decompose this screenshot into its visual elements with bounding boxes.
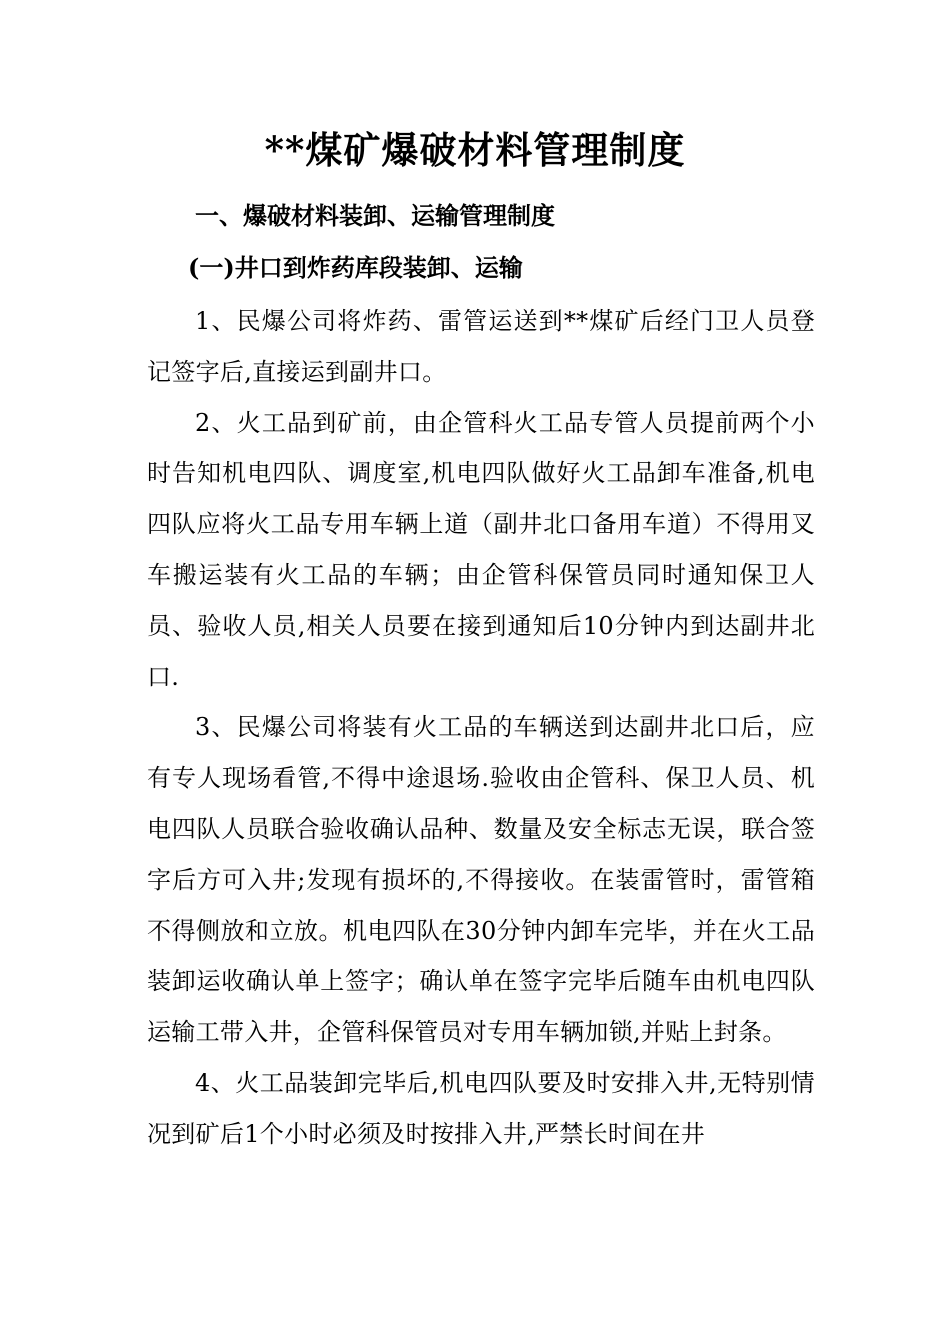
body-text xyxy=(147,296,815,1160)
paragraph-1: 1、民爆公司将炸药、雷管运送到**煤矿后经门卫人员登记签字后,直接运到副井口。 xyxy=(147,307,815,386)
paragraph-4: 4、火工品装卸完毕后,机电四队要及时安排入井,无特别情况到矿后1个小时必须及时按排入井,严禁长时间在井 xyxy=(147,1068,815,1148)
section-heading: 一、爆破材料装卸、运输管理制度 xyxy=(195,201,555,230)
subsection-heading: (一)井口到炸药库段装卸、运输 xyxy=(188,253,523,282)
page-title: **煤矿爆破材料管理制度 xyxy=(264,128,686,172)
paragraph-3: 3、民爆公司将装有火工品的车辆送到达副井北口后，应有专人现场看管,不得中途退场.验收由企管科、保卫人员、机电四队人员联合验收确认品种、数量及安全标志无误，联合签字后方可入井;发现有损坏的,不得接收。在装雷管时，雷管箱不得侧放和立放。机电四队在30分钟内卸车完毕，并在火工品装卸运收确认单上签字；确认单在签字完毕后随车由机电四队运输工带入井，企管科保管员对专用车辆加锁,并贴上封条。 xyxy=(147,713,815,1047)
paragraph-2: 2、火工品到矿前，由企管科火工品专管人员提前两个小时告知机电四队、调度室,机电四队做好火工品卸车准备,机电四队应将火工品专用车辆上道（副井北口备用车道）不得用叉车搬运装有火工品的车辆；由企管科保管员同时通知保卫人员、验收人员,相关人员要在接到通知后10分钟内到达副井北口. xyxy=(147,408,815,691)
